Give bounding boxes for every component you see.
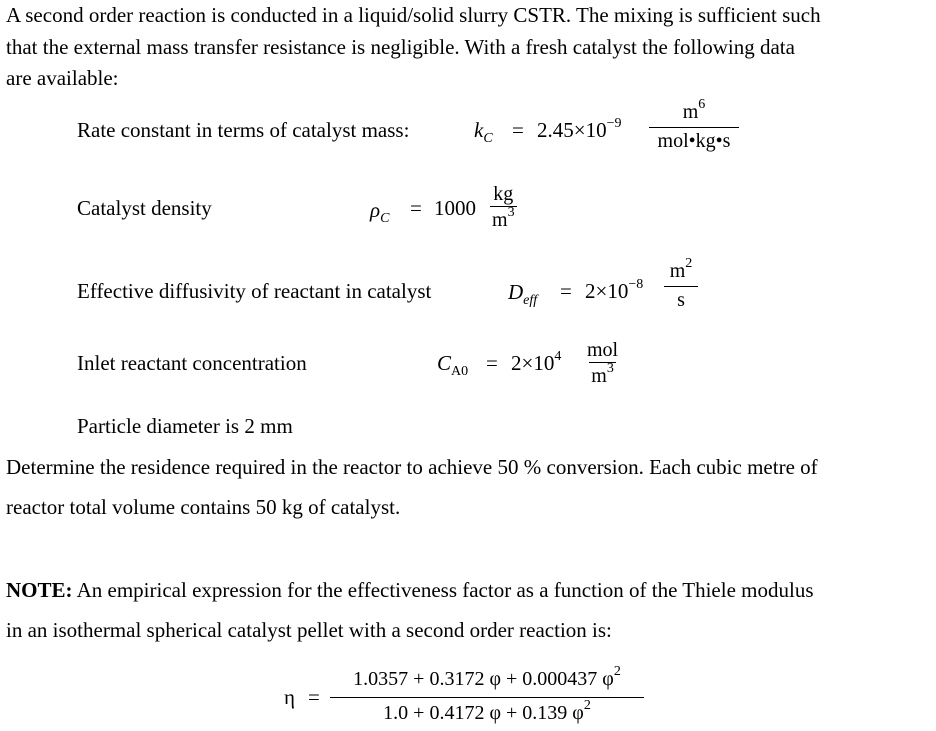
inlet-conc-unit: mol $m^3$ <box>585 338 620 392</box>
rate-constant-symbol: $k_C$ <box>474 118 493 146</box>
diffusivity-value: $2\times 10^{-8}$ <box>585 277 644 303</box>
diffusivity-unit: $\frac{m^2}{s}$ <box>664 259 698 313</box>
rate-constant-label: Rate constant in terms of catalyst mass: <box>77 118 410 142</box>
task-line-2: reactor total volume contains 50 kg of catalyst. <box>6 495 401 519</box>
inlet-conc-value: $2\times 10^4$ <box>511 349 562 375</box>
task-line-1: Determine the residence required in the reactor to achieve 50 % conversion. Each cubic metre of <box>6 455 818 479</box>
catalyst-density-symbol: $\rho_C$ <box>370 198 390 226</box>
catalyst-density-equals: = <box>410 196 422 220</box>
rate-constant-unit: $m^6$ mol•kg•s <box>649 100 739 154</box>
catalyst-density-value: 1000 <box>434 196 476 220</box>
diffusivity-label: Effective diffusivity of reactant in catalyst <box>77 279 432 303</box>
intro-line-2: that the external mass transfer resistance is negligible. With a fresh catalyst the following data <box>6 35 795 59</box>
diffusivity-symbol: $D_{eff}$ <box>508 280 538 308</box>
rate-constant-value: $2.45\times 10^{-9}$ <box>537 116 622 142</box>
effectiveness-symbol: η <box>284 685 295 709</box>
particle-diameter: Particle diameter is 2 mm <box>77 414 293 438</box>
inlet-conc-label: Inlet reactant concentration <box>77 351 307 375</box>
inlet-conc-symbol: $C_{A0}$ <box>437 351 469 379</box>
inlet-conc-equals: = <box>486 351 498 375</box>
catalyst-density-label: Catalyst density <box>77 196 212 220</box>
note-line-2: in an isothermal spherical catalyst pellet with a second order reaction is: <box>6 618 612 642</box>
catalyst-density-unit: $\frac{kg}{m^3}$ <box>490 182 517 236</box>
diffusivity-equals: = <box>560 279 572 303</box>
intro-line-3: are available: <box>6 66 119 90</box>
effectiveness-equals: = <box>308 685 320 709</box>
effectiveness-fraction: $\frac{1.0357 + 0.3172 \varphi + 0.000437 \varphi^2}{1.0 + 0.4172 \varphi + 0.139 \varphi^2}$ <box>330 664 644 731</box>
rate-constant-equals: = <box>512 118 524 142</box>
intro-line-1: A second order reaction is conducted in a liquid/solid slurry CSTR. The mixing is sufficient such <box>6 3 821 27</box>
note-bold-label: NOTE: <box>6 578 73 602</box>
note-line-1: NOTE: An empirical expression for the effectiveness factor as a function of the Thiele modulus <box>6 578 814 602</box>
